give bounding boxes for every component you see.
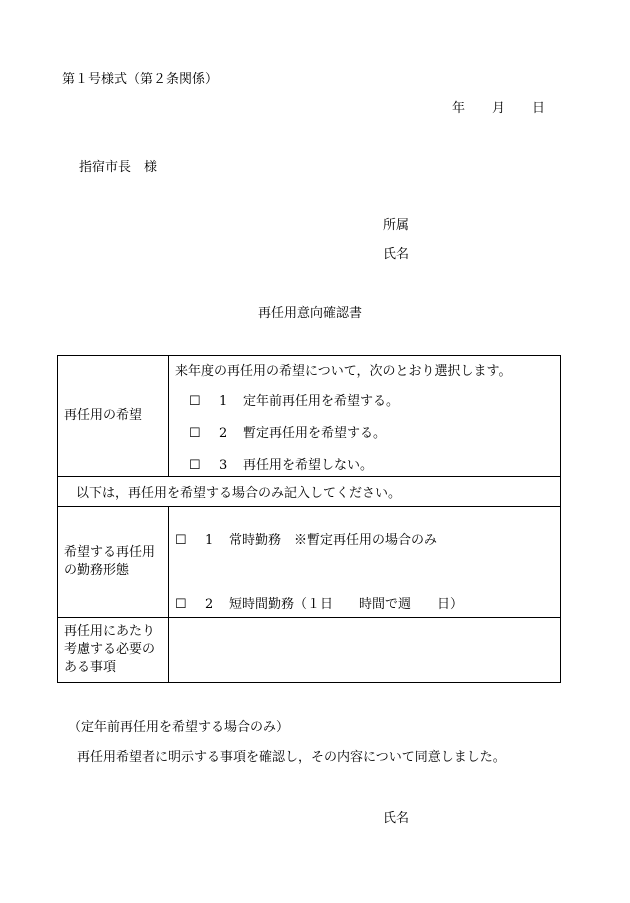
work-style-options-cell xyxy=(169,507,561,618)
option-number: 1 xyxy=(219,393,228,409)
checkbox-icon[interactable]: ☐ xyxy=(189,393,201,409)
wish-option-1[interactable] xyxy=(175,390,560,409)
checkbox-icon[interactable]: ☐ xyxy=(175,533,187,548)
option-number: 2 xyxy=(219,425,228,441)
consent-name-label: 氏名 xyxy=(383,811,410,826)
option-text: 定年前再任用を希望する。 xyxy=(243,393,400,409)
considerations-field[interactable] xyxy=(169,618,561,683)
document-title: 再任用意向確認書 xyxy=(258,306,363,321)
intent-form-table xyxy=(57,355,561,683)
affiliation-label: 所属 xyxy=(383,218,410,233)
considerations-label: 再任用にあたり考慮する必要のある事項 xyxy=(58,618,169,683)
wish-option-3[interactable] xyxy=(175,454,560,473)
checkbox-icon[interactable]: ☐ xyxy=(175,597,187,612)
option-text: 短時間勤務（１日 時間で週 日） xyxy=(229,597,464,612)
date-day-label: 日 xyxy=(532,101,546,116)
date-line xyxy=(452,97,545,116)
wish-option-2[interactable] xyxy=(175,422,560,441)
work-style-option-2[interactable] xyxy=(175,593,560,612)
option-number: 2 xyxy=(205,597,214,612)
work-style-label: 希望する再任用の勤務形態 xyxy=(58,507,169,618)
date-year-label: 年 xyxy=(452,101,466,116)
option-number: 1 xyxy=(205,533,214,548)
instruction-note: 以下は，再任用を希望する場合のみ記入してください。 xyxy=(58,477,561,507)
wish-options-cell xyxy=(169,356,561,477)
form-number: 第１号様式（第２条関係） xyxy=(62,72,219,87)
checkbox-icon[interactable]: ☐ xyxy=(189,457,201,473)
considerations-row xyxy=(58,618,561,683)
wish-label: 再任用の希望 xyxy=(58,356,169,477)
wish-row xyxy=(58,356,561,477)
addressee: 指宿市長 様 xyxy=(79,160,158,175)
work-style-row xyxy=(58,507,561,618)
date-month-label: 月 xyxy=(492,101,506,116)
checkbox-icon[interactable]: ☐ xyxy=(189,425,201,441)
option-text: 常時勤務 ※暫定再任用の場合のみ xyxy=(229,533,438,548)
wish-intro: 来年度の再任用の希望について，次のとおり選択します。 xyxy=(175,363,512,379)
option-text: 暫定再任用を希望する。 xyxy=(243,425,387,441)
option-number: 3 xyxy=(219,457,228,473)
work-style-option-1[interactable] xyxy=(175,529,560,548)
note-row xyxy=(58,477,561,507)
consent-statement: 再任用希望者に明示する事項を確認し，その内容について同意しました。 xyxy=(77,750,506,765)
applicant-name-label: 氏名 xyxy=(383,247,410,262)
consent-condition: （定年前再任用を希望する場合のみ） xyxy=(68,720,290,735)
option-text: 再任用を希望しない。 xyxy=(243,457,374,473)
